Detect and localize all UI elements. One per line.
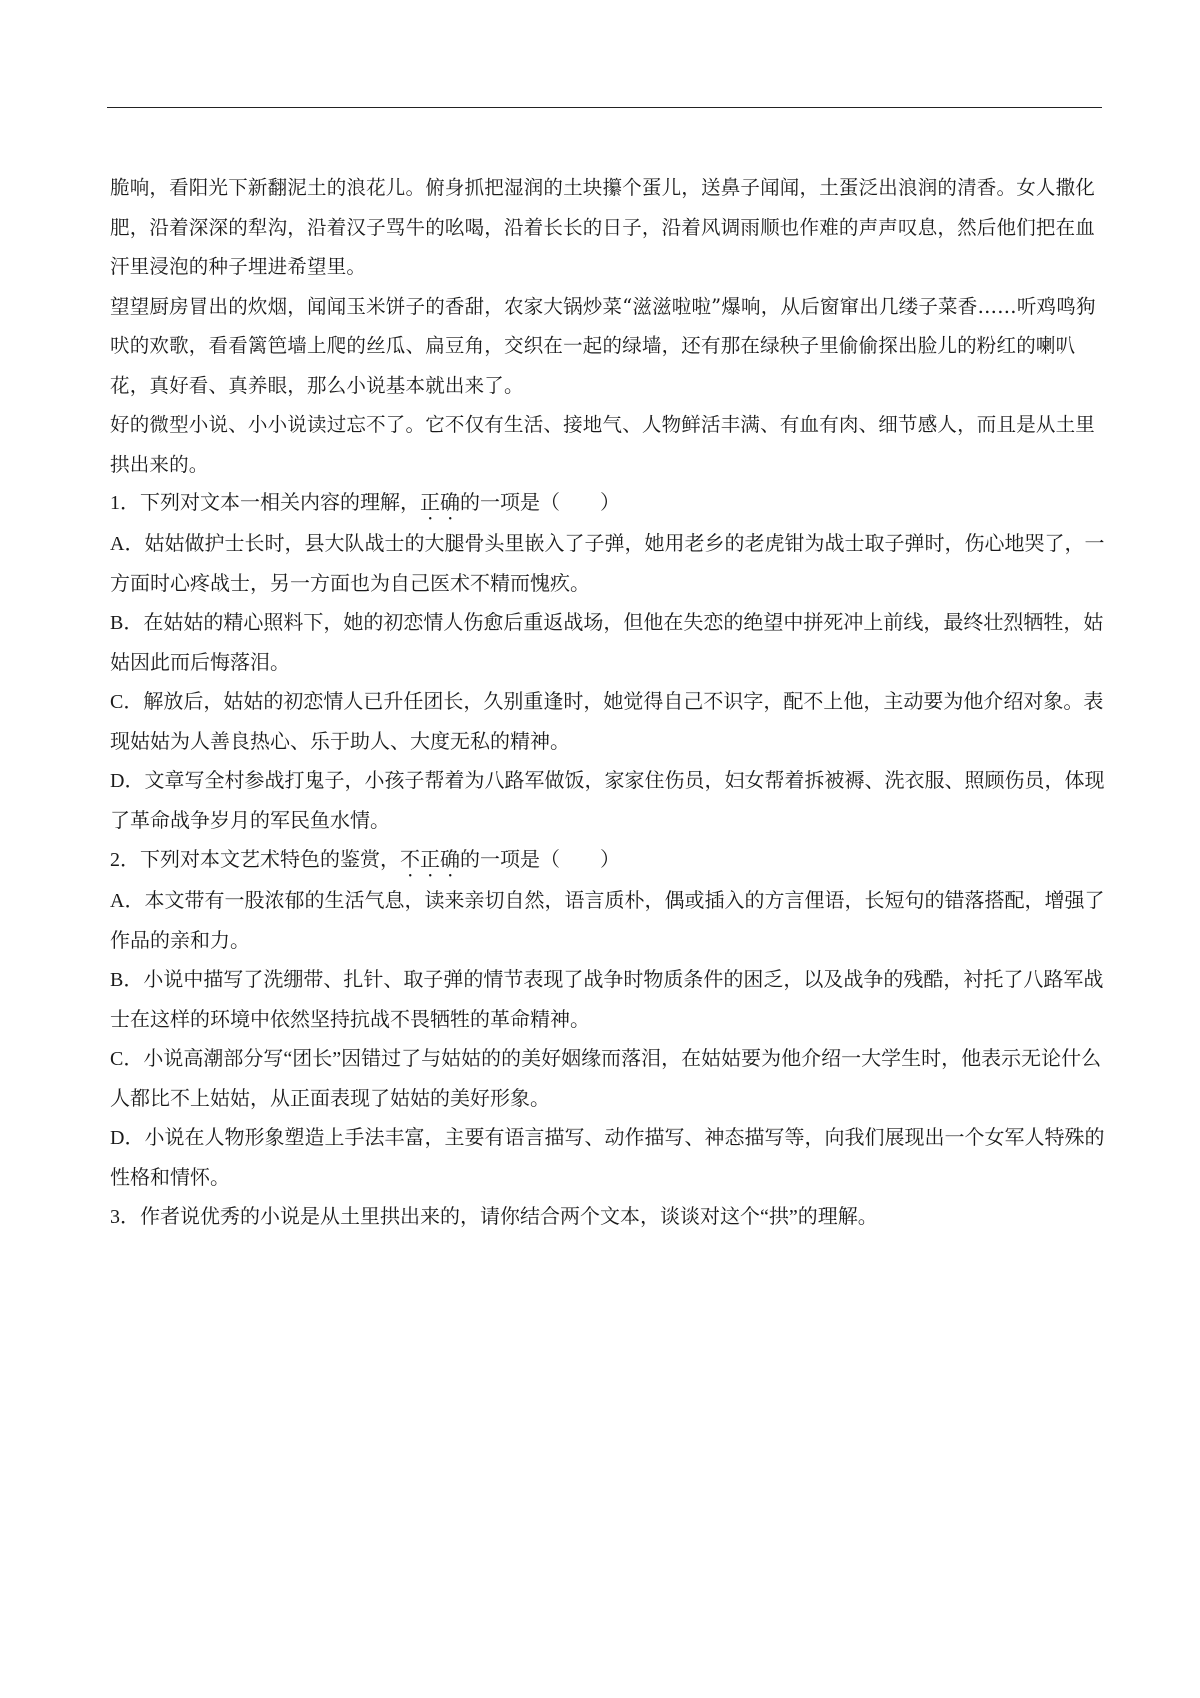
- question-1-emphasis: 正确: [420, 492, 460, 514]
- question-1-stem-tail: 的一项是（ ）: [460, 492, 620, 514]
- question-1-stem-text: 1．下列对文本一相关内容的理解，: [110, 492, 420, 514]
- question-2-emphasis: 不正确: [400, 849, 460, 871]
- question-1-option-a: A．姑姑做护士长时，县大队战士的大腿骨头里嵌入了子弹，她用老乡的老虎钳为战士取子弹时，伤心地哭了，一方面时心疼战士，另一方面也为自己医术不精而愧疚。: [110, 533, 1105, 595]
- question-1-option-b: B．在姑姑的精心照料下，她的初恋情人伤愈后重返战场，但他在失恋的绝望中拼死冲上前线，最终壮烈牺牲，姑姑因此而后悔落泪。: [110, 612, 1104, 674]
- question-2-option-b: B．小说中描写了洗绷带、扎针、取子弹的情节表现了战争时物质条件的困乏，以及战争的残酷，衬托了八路军战士在这样的环境中依然坚持抗战不畏牺牲的革命精神。: [110, 969, 1104, 1031]
- question-2-stem: [110, 841, 1105, 882]
- question-1-option-c: C．解放后，姑姑的初恋情人已升任团长，久别重逢时，她觉得自己不识字，配不上他，主动要为他介绍对象。表现姑姑为人善良热心、乐于助人、大度无私的精神。: [110, 691, 1104, 753]
- question-2-stem-text: 2．下列对本文艺术特色的鉴赏，: [110, 849, 400, 871]
- document-body: [110, 168, 1105, 1238]
- question-2-option-c: C．小说高潮部分写“团长”因错过了与姑姑的的美好姻缘而落泪，在姑姑要为他介绍一大学生时，他表示无论什么人都比不上姑姑，从正面表现了姑姑的美好形象。: [110, 1048, 1102, 1110]
- passage-paragraph-1: 脆响，看阳光下新翻泥土的浪花儿。俯身抓把湿润的土块攥个蛋儿，送鼻子闻闻，土蛋泛出浪润的清香。女人撒化肥，沿着深深的犁沟，沿着汉子骂牛的吆喝，沿着长长的日子，沿着风调雨顺也作难的声声叹息，然后他们把在血汗里浸泡的种子埋进希望里。: [110, 176, 1096, 278]
- question-2-option-a: A．本文带有一股浓郁的生活气息，读来亲切自然，语言质朴，偶或插入的方言俚语，长短句的错落搭配，增强了作品的亲和力。: [110, 890, 1105, 952]
- question-2-option-d: D．小说在人物形象塑造上手法丰富，主要有语言描写、动作描写、神态描写等，向我们展现出一个女军人特殊的性格和情怀。: [110, 1127, 1105, 1189]
- question-1-option-d: D．文章写全村参战打鬼子，小孩子帮着为八路军做饭，家家住伤员，妇女帮着拆被褥、洗衣服、照顾伤员，体现了革命战争岁月的军民鱼水情。: [110, 770, 1105, 832]
- question-2-stem-tail: 的一项是（ ）: [460, 849, 620, 871]
- header-rule: [107, 107, 1102, 108]
- passage-paragraph-2: 望望厨房冒出的炊烟，闻闻玉米饼子的香甜，农家大锅炒菜“滋滋啦啦”爆响，从后窗窜出几缕子菜香……听鸡鸣狗吠的欢歌，看看篱笆墙上爬的丝瓜、扁豆角，交织在一起的绿墙，还有那在绿秧子里偷偷探出脸儿的粉红的喇叭花，真好看、真养眼，那么小说基本就出来了。: [110, 294, 1096, 397]
- passage-paragraph-3: 好的微型小说、小小说读过忘不了。它不仅有生活、接地气、人物鲜活丰满、有血有肉、细节感人，而且是从土里拱出来的。: [110, 413, 1096, 476]
- question-3-stem: 3．作者说优秀的小说是从土里拱出来的，请你结合两个文本，谈谈对这个“拱”的理解。: [110, 1206, 878, 1228]
- question-1-stem: [110, 484, 1105, 525]
